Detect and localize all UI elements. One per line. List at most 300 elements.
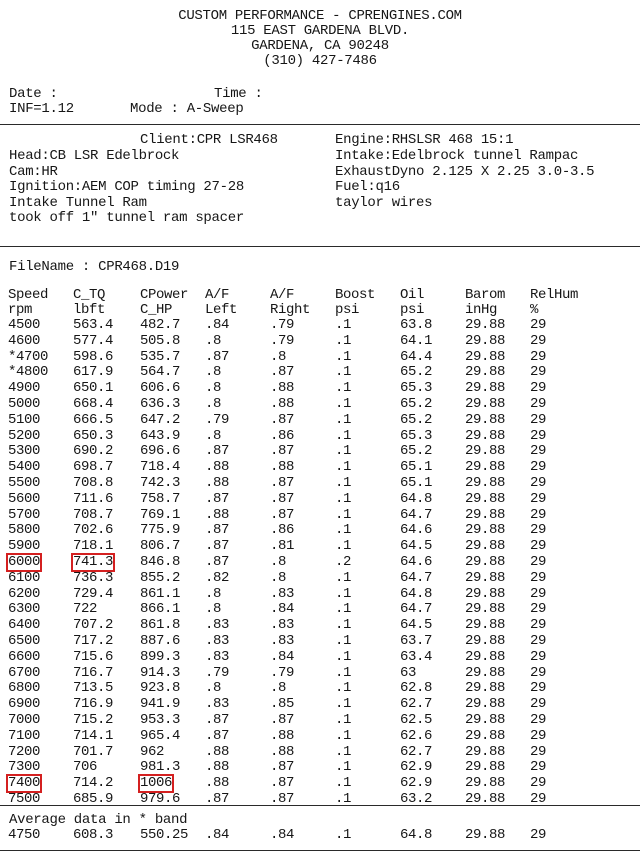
divider (0, 124, 640, 125)
cell-barometer: 29.88 (465, 332, 506, 349)
cell-power: 647.2 (140, 411, 181, 428)
file-name: FileName : CPR468.D19 (9, 259, 180, 275)
cell-torque: 713.5 (73, 680, 114, 697)
cell-torque: 690.2 (73, 443, 114, 460)
head: Head:CB LSR Edelbrock (9, 148, 180, 164)
cell-torque: 716.7 (73, 664, 114, 681)
column-header-units-humidity: % (530, 302, 539, 318)
average-values-oil: 64.8 (400, 827, 433, 843)
cell-humidity: 29 (530, 696, 547, 713)
cell-af-right: .87 (270, 712, 295, 728)
cell-boost: .1 (335, 332, 352, 349)
column-header-names-af-left: A/F (205, 287, 230, 303)
cell-power: 855.2 (140, 569, 181, 586)
table-row (0, 555, 640, 570)
cell-af-right: .84 (270, 601, 295, 618)
cell-oil: 65.2 (400, 443, 433, 460)
cell-torque: 708.7 (73, 506, 114, 523)
cell-af-right: .81 (270, 538, 295, 555)
cell-boost: .1 (335, 791, 352, 807)
cell-torque: 701.7 (73, 743, 114, 760)
cell-af-right: .88 (270, 459, 295, 476)
cell-torque: 617.9 (73, 364, 114, 381)
cell-boost: .1 (335, 411, 352, 428)
cell-af-right: .85 (270, 696, 295, 713)
cell-boost: .1 (335, 506, 352, 523)
cell-torque: 668.4 (73, 396, 114, 412)
cell-humidity: 29 (530, 348, 547, 365)
cell-power: 923.8 (140, 680, 181, 697)
cell-boost: .1 (335, 569, 352, 586)
cell-oil: 62.9 (400, 759, 433, 776)
cell-rpm: 5600 (8, 490, 41, 507)
cell-barometer: 29.88 (465, 712, 506, 728)
cell-rpm: 6100 (8, 569, 41, 586)
cell-af-left: .8 (205, 680, 222, 697)
cell-af-left: .87 (205, 712, 230, 728)
cell-af-left: .83 (205, 648, 230, 665)
cell-oil: 64.4 (400, 348, 433, 365)
cell-barometer: 29.88 (465, 664, 506, 681)
cell-rpm: 5200 (8, 427, 41, 444)
cell-oil: 63.7 (400, 633, 433, 649)
table-row (0, 760, 640, 775)
cell-power: 636.3 (140, 396, 181, 412)
cell-power: 482.7 (140, 317, 181, 333)
cell-torque: 714.1 (73, 727, 114, 744)
column-header-units-barometer: inHg (465, 302, 498, 318)
cell-af-right: .87 (270, 759, 295, 776)
cell-rpm: 6400 (8, 617, 41, 634)
cell-af-right: .87 (270, 364, 295, 381)
cell-barometer: 29.88 (465, 617, 506, 634)
cell-humidity: 29 (530, 332, 547, 349)
cell-af-right: .8 (270, 569, 287, 586)
cell-power: 899.3 (140, 648, 181, 665)
cell-af-right: .87 (270, 490, 295, 507)
cell-power: 564.7 (140, 364, 181, 381)
cell-rpm: 5100 (8, 411, 41, 428)
column-header-names-boost: Boost (335, 287, 376, 303)
cell-barometer: 29.88 (465, 569, 506, 586)
cell-af-left: .8 (205, 427, 222, 444)
cell-oil: 62.9 (400, 775, 433, 792)
cell-oil: 62.6 (400, 727, 433, 744)
cell-af-left: .87 (205, 554, 230, 570)
table-row (0, 476, 640, 491)
cell-humidity: 29 (530, 522, 547, 539)
cell-humidity: 29 (530, 569, 547, 586)
cell-power: 535.7 (140, 348, 181, 365)
table-row (0, 713, 640, 728)
cell-af-left: .8 (205, 396, 222, 412)
column-header-names-barometer: Barom (465, 287, 506, 303)
cell-oil: 64.6 (400, 554, 433, 570)
cell-torque: 718.1 (73, 538, 114, 555)
column-header-names-torque: C_TQ (73, 287, 106, 303)
cell-humidity: 29 (530, 380, 547, 397)
table-row (0, 745, 640, 760)
cell-barometer: 29.88 (465, 490, 506, 507)
cell-humidity: 29 (530, 459, 547, 476)
cell-humidity: 29 (530, 475, 547, 491)
cell-boost: .1 (335, 459, 352, 476)
cell-barometer: 29.88 (465, 427, 506, 444)
cell-barometer: 29.88 (465, 601, 506, 618)
table-row (0, 776, 640, 791)
cell-af-right: .88 (270, 396, 295, 412)
cell-oil: 62.7 (400, 696, 433, 713)
cell-torque: 717.2 (73, 633, 114, 649)
cell-af-right: .87 (270, 506, 295, 523)
cell-torque: 650.1 (73, 380, 114, 397)
cell-boost: .1 (335, 648, 352, 665)
cell-oil: 63 (400, 664, 417, 681)
cell-humidity: 29 (530, 791, 547, 807)
cell-power: 775.9 (140, 522, 181, 539)
cell-power: 981.3 (140, 759, 181, 776)
cell-power: 742.3 (140, 475, 181, 491)
cell-power: 846.8 (140, 554, 181, 570)
cell-power: 505.8 (140, 332, 181, 349)
cell-humidity: 29 (530, 648, 547, 665)
cell-power: 953.3 (140, 712, 181, 728)
table-row (0, 508, 640, 523)
company-name: CUSTOM PERFORMANCE - CPRENGINES.COM (178, 8, 462, 24)
cell-torque: 666.5 (73, 411, 114, 428)
cell-torque: 707.2 (73, 617, 114, 634)
cell-power: 769.1 (140, 506, 181, 523)
cell-oil: 64.7 (400, 506, 433, 523)
cell-torque: 563.4 (73, 317, 114, 333)
column-header-names (0, 288, 640, 303)
cell-torque: 729.4 (73, 585, 114, 602)
cell-boost: .1 (335, 601, 352, 618)
cell-torque: 736.3 (73, 569, 114, 586)
column-header-units (0, 303, 640, 318)
cell-humidity: 29 (530, 743, 547, 760)
table-row (0, 413, 640, 428)
cell-barometer: 29.88 (465, 680, 506, 697)
cell-humidity: 29 (530, 775, 547, 792)
intake: Intake:Edelbrock tunnel Rampac (335, 148, 579, 164)
cell-af-left: .88 (205, 475, 230, 491)
column-header-units-oil: psi (400, 302, 425, 318)
cell-torque: 741.3 (73, 554, 114, 570)
cell-barometer: 29.88 (465, 538, 506, 555)
mode-value: Mode : A-Sweep (130, 101, 244, 117)
cell-power: 914.3 (140, 664, 181, 681)
cell-boost: .1 (335, 475, 352, 491)
column-header-units-boost: psi (335, 302, 360, 318)
column-header-units-rpm: rpm (8, 302, 33, 318)
engine: Engine:RHSLSR 468 15:1 (335, 132, 514, 148)
cell-af-left: .8 (205, 380, 222, 397)
cell-af-right: .88 (270, 380, 295, 397)
cell-barometer: 29.88 (465, 696, 506, 713)
cell-boost: .1 (335, 759, 352, 776)
cell-af-left: .87 (205, 538, 230, 555)
cell-rpm: 6600 (8, 648, 41, 665)
average-values-humidity: 29 (530, 827, 547, 843)
cell-af-left: .87 (205, 348, 230, 365)
cell-barometer: 29.88 (465, 727, 506, 744)
fuel: Fuel:q16 (335, 179, 400, 195)
cell-barometer: 29.88 (465, 348, 506, 365)
cell-af-left: .79 (205, 664, 230, 681)
cell-af-right: .83 (270, 585, 295, 602)
cell-boost: .2 (335, 554, 352, 570)
column-header-names-rpm: Speed (8, 287, 49, 303)
company-phone: (310) 427-7486 (263, 53, 377, 69)
cell-af-right: .84 (270, 648, 295, 665)
cell-af-left: .8 (205, 332, 222, 349)
column-header-units-af-left: Left (205, 302, 238, 318)
cell-af-right: .87 (270, 475, 295, 491)
cell-af-left: .88 (205, 743, 230, 760)
cell-oil: 64.1 (400, 332, 433, 349)
cell-power: 962 (140, 743, 165, 760)
cell-torque: 714.2 (73, 775, 114, 792)
cell-power: 1006 (140, 775, 173, 792)
cell-af-left: .88 (205, 459, 230, 476)
table-row (0, 350, 640, 365)
cell-boost: .1 (335, 727, 352, 744)
cell-torque: 685.9 (73, 791, 114, 807)
cell-humidity: 29 (530, 617, 547, 634)
cell-power: 861.1 (140, 585, 181, 602)
table-row (0, 381, 640, 396)
cell-torque: 706 (73, 759, 98, 776)
cell-barometer: 29.88 (465, 506, 506, 523)
cell-humidity: 29 (530, 427, 547, 444)
cell-af-left: .87 (205, 727, 230, 744)
cell-af-left: .83 (205, 696, 230, 713)
cell-rpm: 5300 (8, 443, 41, 460)
cell-torque: 715.2 (73, 712, 114, 728)
cell-humidity: 29 (530, 411, 547, 428)
average-values-af-right: .84 (270, 827, 295, 843)
cell-af-right: .79 (270, 664, 295, 681)
cell-af-right: .83 (270, 633, 295, 649)
cell-barometer: 29.88 (465, 411, 506, 428)
cell-barometer: 29.88 (465, 475, 506, 491)
cell-humidity: 29 (530, 585, 547, 602)
cell-barometer: 29.88 (465, 775, 506, 792)
table-row (0, 587, 640, 602)
exhaust: ExhaustDyno 2.125 X 2.25 3.0-3.5 (335, 164, 595, 180)
cell-rpm: 5900 (8, 538, 41, 555)
cell-rpm: 5500 (8, 475, 41, 491)
average-values-barometer: 29.88 (465, 827, 506, 843)
cell-oil: 65.1 (400, 475, 433, 491)
cell-torque: 711.6 (73, 490, 114, 507)
cell-torque: 708.8 (73, 475, 114, 491)
cell-power: 606.6 (140, 380, 181, 397)
cell-rpm: 6700 (8, 664, 41, 681)
table-row (0, 697, 640, 712)
table-row (0, 429, 640, 444)
cell-barometer: 29.88 (465, 743, 506, 760)
cell-oil: 64.6 (400, 522, 433, 539)
cell-barometer: 29.88 (465, 459, 506, 476)
cell-barometer: 29.88 (465, 522, 506, 539)
cell-boost: .1 (335, 490, 352, 507)
cell-power: 718.4 (140, 459, 181, 476)
table-row (0, 650, 640, 665)
cell-power: 887.6 (140, 633, 181, 649)
cell-boost: .1 (335, 380, 352, 397)
divider (0, 805, 640, 806)
cell-power: 696.6 (140, 443, 181, 460)
cell-barometer: 29.88 (465, 554, 506, 570)
cell-af-left: .8 (205, 585, 222, 602)
cell-af-right: .8 (270, 348, 287, 365)
cell-af-left: .87 (205, 490, 230, 507)
cell-af-left: .88 (205, 759, 230, 776)
cell-rpm: 5000 (8, 396, 41, 412)
table-row (0, 681, 640, 696)
cell-oil: 64.8 (400, 585, 433, 602)
inf-value: INF=1.12 (9, 101, 74, 117)
cell-barometer: 29.88 (465, 364, 506, 381)
cell-humidity: 29 (530, 712, 547, 728)
cell-af-left: .8 (205, 601, 222, 618)
cell-oil: 65.2 (400, 364, 433, 381)
table-row (0, 571, 640, 586)
cell-af-right: .79 (270, 317, 295, 333)
cell-rpm: *4800 (8, 364, 49, 381)
cell-boost: .1 (335, 585, 352, 602)
company-city: GARDENA, CA 90248 (251, 38, 389, 54)
average-values (0, 828, 640, 843)
cell-oil: 64.7 (400, 569, 433, 586)
cell-oil: 63.8 (400, 317, 433, 333)
cell-humidity: 29 (530, 538, 547, 555)
average-label: Average data in * band (9, 812, 188, 828)
cell-rpm: *4700 (8, 348, 49, 365)
table-row (0, 618, 640, 633)
cell-af-right: .88 (270, 727, 295, 744)
cell-rpm: 7200 (8, 743, 41, 760)
cell-oil: 64.7 (400, 601, 433, 618)
cell-torque: 577.4 (73, 332, 114, 349)
cell-boost: .1 (335, 664, 352, 681)
cell-humidity: 29 (530, 317, 547, 333)
column-header-names-oil: Oil (400, 287, 425, 303)
cell-power: 758.7 (140, 490, 181, 507)
column-header-names-af-right: A/F (270, 287, 295, 303)
cell-af-left: .87 (205, 522, 230, 539)
cell-rpm: 6200 (8, 585, 41, 602)
cell-power: 979.6 (140, 791, 181, 807)
company-address: 115 EAST GARDENA BLVD. (230, 23, 410, 39)
average-values-rpm: 4750 (8, 827, 41, 843)
cell-oil: 65.3 (400, 427, 433, 444)
cell-oil: 65.2 (400, 411, 433, 428)
cell-af-left: .84 (205, 317, 230, 333)
divider (0, 850, 640, 851)
cell-oil: 63.4 (400, 648, 433, 665)
cell-barometer: 29.88 (465, 791, 506, 807)
cell-oil: 65.3 (400, 380, 433, 397)
cell-af-right: .83 (270, 617, 295, 634)
table-row (0, 334, 640, 349)
cell-boost: .1 (335, 427, 352, 444)
cell-af-right: .86 (270, 522, 295, 539)
cell-humidity: 29 (530, 443, 547, 460)
average-values-torque: 608.3 (73, 827, 114, 843)
average-values-boost: .1 (335, 827, 352, 843)
cell-torque: 716.9 (73, 696, 114, 713)
cell-boost: .1 (335, 317, 352, 333)
cell-torque: 650.3 (73, 427, 114, 444)
cell-torque: 698.7 (73, 459, 114, 476)
cell-af-left: .88 (205, 506, 230, 523)
cell-barometer: 29.88 (465, 443, 506, 460)
cell-humidity: 29 (530, 601, 547, 618)
cell-power: 643.9 (140, 427, 181, 444)
cell-humidity: 29 (530, 680, 547, 697)
cell-rpm: 6000 (8, 554, 41, 570)
column-header-names-humidity: RelHum (530, 287, 579, 303)
average-values-power: 550.25 (140, 827, 189, 843)
cell-oil: 64.5 (400, 538, 433, 555)
cell-rpm: 6800 (8, 680, 41, 697)
cell-af-left: .83 (205, 633, 230, 649)
table-row (0, 460, 640, 475)
cell-barometer: 29.88 (465, 585, 506, 602)
cell-rpm: 4500 (8, 317, 41, 333)
cell-af-left: .83 (205, 617, 230, 634)
cell-power: 861.8 (140, 617, 181, 634)
cell-af-left: .87 (205, 791, 230, 807)
cell-af-right: .88 (270, 743, 295, 760)
column-header-units-af-right: Right (270, 302, 311, 318)
cell-humidity: 29 (530, 664, 547, 681)
cell-humidity: 29 (530, 490, 547, 507)
wires: taylor wires (335, 195, 433, 211)
column-header-units-torque: lbft (73, 302, 106, 318)
cell-af-left: .79 (205, 411, 230, 428)
cell-boost: .1 (335, 443, 352, 460)
cell-rpm: 4600 (8, 332, 41, 349)
cell-humidity: 29 (530, 759, 547, 776)
intake-note: Intake Tunnel Ram (9, 195, 147, 211)
cell-humidity: 29 (530, 506, 547, 523)
cell-rpm: 6900 (8, 696, 41, 713)
cell-humidity: 29 (530, 554, 547, 570)
table-row (0, 666, 640, 681)
table-row (0, 539, 640, 554)
cell-boost: .1 (335, 617, 352, 634)
table-row (0, 397, 640, 412)
cell-oil: 62.5 (400, 712, 433, 728)
cell-boost: .1 (335, 396, 352, 412)
cell-oil: 65.2 (400, 396, 433, 412)
spacer-note: took off 1" tunnel ram spacer (9, 210, 244, 226)
cell-af-right: .8 (270, 680, 287, 697)
cell-af-left: .88 (205, 775, 230, 792)
cell-power: 941.9 (140, 696, 181, 713)
cell-boost: .1 (335, 775, 352, 792)
cell-boost: .1 (335, 538, 352, 555)
cell-torque: 702.6 (73, 522, 114, 539)
cell-power: 806.7 (140, 538, 181, 555)
cell-boost: .1 (335, 712, 352, 728)
cell-af-left: .8 (205, 364, 222, 381)
client: Client:CPR LSR468 (140, 132, 278, 148)
